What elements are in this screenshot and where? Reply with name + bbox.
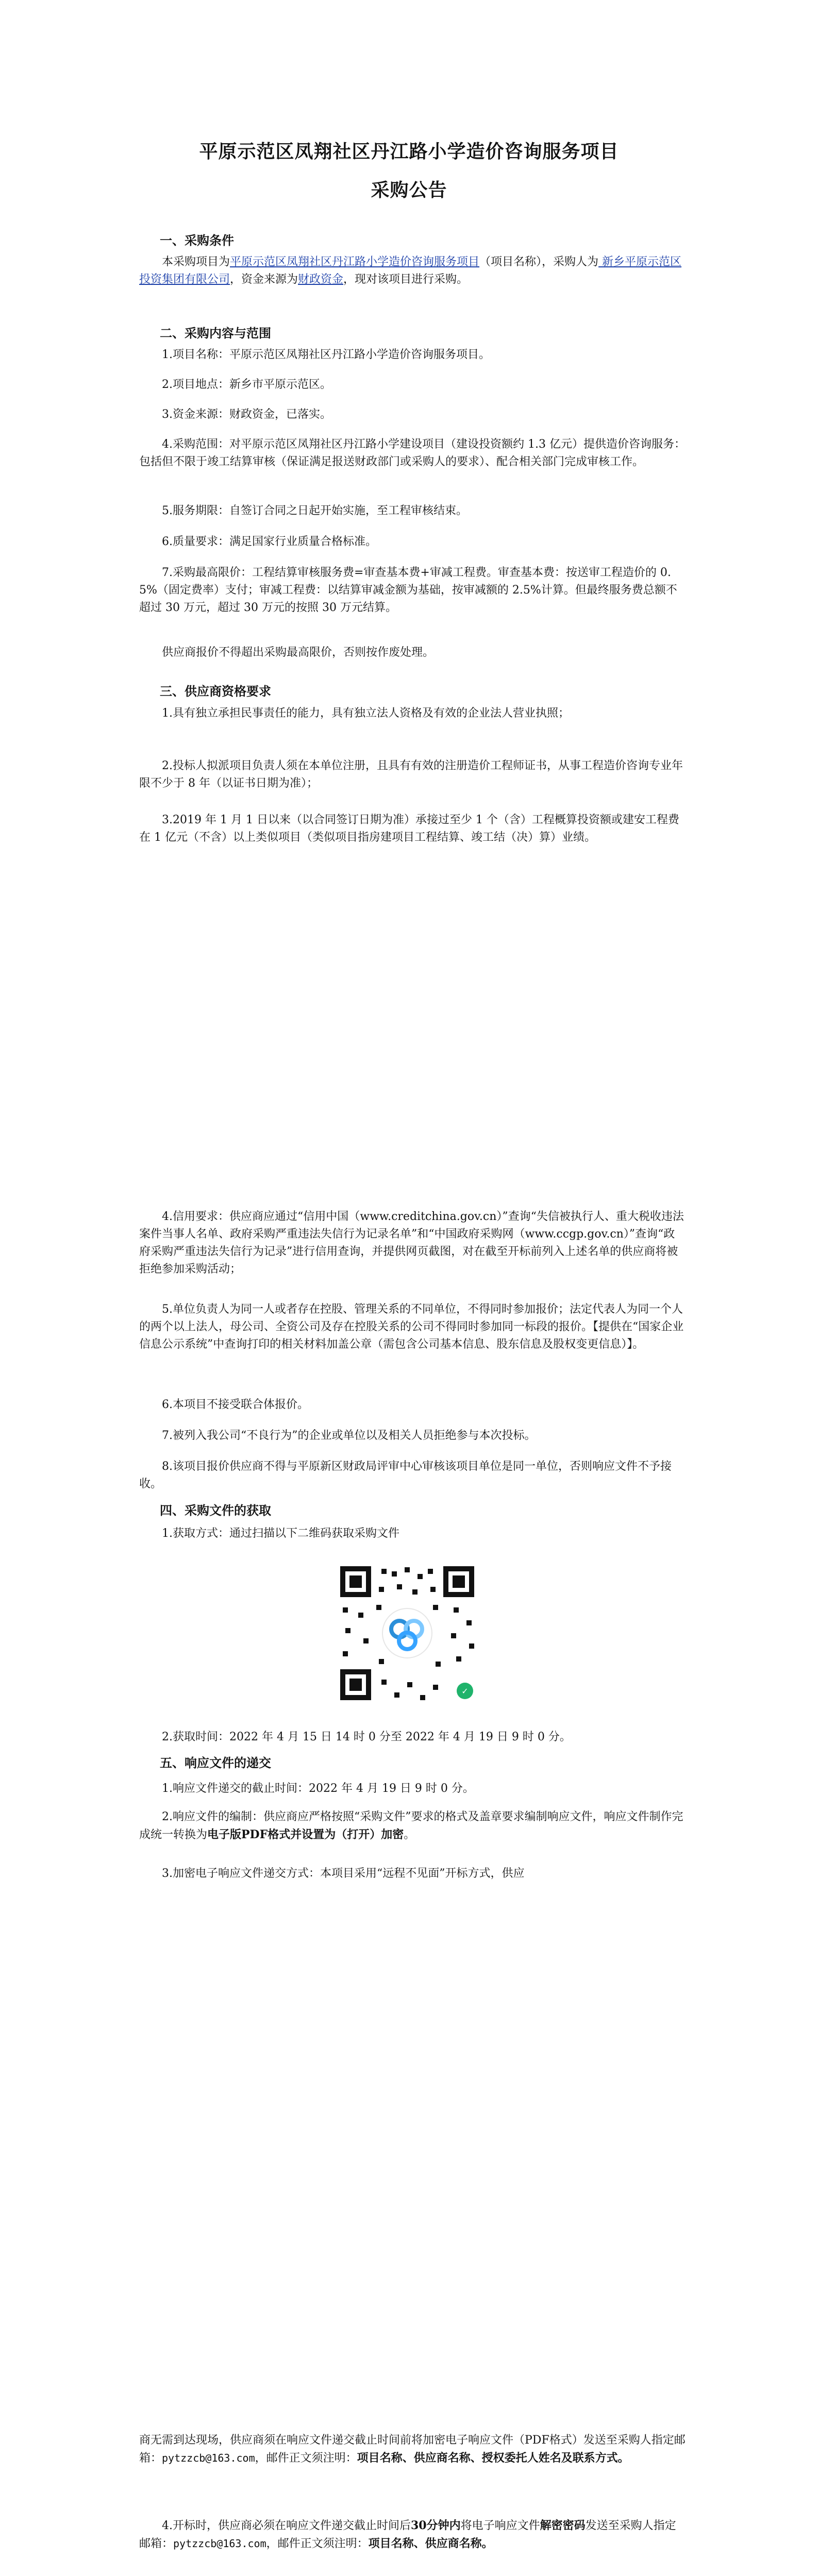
section5-item-1: 1.响应文件递交的截止时间：2022 年 4 月 19 日 9 时 0 分。 xyxy=(162,1782,474,1795)
section2-item-2: 2.项目地点：新乡市平原示范区。 xyxy=(162,378,331,391)
section3-item-4: 4.信用要求：供应商应通过“信用中国（www.creditchina.gov.cn）”查询“失信被执行人、重大税收违法案件当事人名单、政府采购严重违法失信行为记录名单”和“中国政府采购网（www.ccgp.gov.cn）”查询“政府采购严重违法失信行为记录”进行信用查询，并提供网页截图，对在截至开标前列入上述名单的供应商将被拒绝参加采购活动； xyxy=(139,1210,684,1276)
emphasis-text: 项目名称、供应商名称。 xyxy=(368,2537,493,2550)
document-title: 平原示范区凤翔社区丹江路小学造价咨询服务项目 xyxy=(199,141,619,162)
section-heading-1: 一、采购条件 xyxy=(160,233,234,248)
section2-item-5: 5.服务期限：自签订合同之日起开始实施，至工程审核结束。 xyxy=(162,504,468,517)
section3-item-7: 7.被列入我公司“不良行为”的企业或单位以及相关人员拒绝参与本次投标。 xyxy=(162,1429,536,1442)
buyer-name-link[interactable]: 新乡平原示范区投资集团有限公司 xyxy=(139,256,682,286)
section2-item-3: 3.资金来源：财政资金，已落实。 xyxy=(162,408,331,421)
qr-finder-top-right xyxy=(443,1566,474,1597)
text-fragment: 发送至采购人指定邮箱： xyxy=(139,2519,676,2550)
section-heading-5: 五、响应文件的递交 xyxy=(160,1755,271,1770)
text-fragment: 2.响应文件的编制：供应商应严格按照“采购文件”要求的格式及盖章要求编制响应文件，响应文件制作完成统一转换为 xyxy=(139,1810,683,1841)
text-fragment: 4.开标时，供应商必须在响应文件递交截止时间后 xyxy=(162,2519,411,2532)
project-name-link[interactable]: 平原示范区凤翔社区丹江路小学造价咨询服务项目 xyxy=(230,256,480,268)
section3-item-2: 2.投标人拟派项目负责人须在本单位注册，且具有有效的注册造价工程师证书，从事工程造价咨询专业年限不少于 8 年（以证书日期为准）； xyxy=(139,759,683,790)
section5-item-2 xyxy=(139,1808,686,1844)
section5-item-3-continued xyxy=(139,2432,686,2467)
emphasis-text: 电子版PDF格式并设置为（打开）加密 xyxy=(207,1828,404,1841)
funds-link[interactable]: 财政资金 xyxy=(298,273,344,286)
email-address[interactable]: pytzzcb@163.com xyxy=(162,2452,255,2464)
section4-item-2: 2.获取时间：2022 年 4 月 15 日 14 时 0 分至 2022 年 4 月 19 日 9 时 0 分。 xyxy=(162,1731,571,1743)
qr-code-graphic xyxy=(330,1556,485,1710)
text-fragment: 本采购项目为 xyxy=(162,256,230,268)
text-fragment: 商无需到达现场，供应商须在响应文件递交截止时间前将加密电子响应文件（PDF格式）发送至采购人指定邮箱： xyxy=(139,2434,686,2465)
section2-item-6: 6.质量要求：满足国家行业质量合格标准。 xyxy=(162,535,377,548)
section-heading-3: 三、供应商资格要求 xyxy=(160,684,271,699)
emphasis-text: 30分钟内 xyxy=(411,2519,461,2532)
text-fragment: 。 xyxy=(404,1828,415,1841)
qr-code[interactable] xyxy=(330,1556,485,1710)
section2-item-7: 7.采购最高限价：工程结算审核服务费=审查基本费+审减工程费。审查基本费：按送审工程造价的 0.5%（固定费率）支付；审减工程费：以结算审减金额为基础，按审减额的 2.5%计算。但最终服务费总额不超过 30 万元，超过 30 万元的按照 30 万元结算。 xyxy=(139,566,677,614)
section3-item-3: 3.2019 年 1 月 1 日以来（以合同签订日期为准）承接过至少 1 个（含）工程概算投资额或建安工程费在 1 亿元（不含）以上类似项目（类似项目指房建项目工程结算、竣工结（决）算）业绩。 xyxy=(139,814,679,844)
text-fragment: ，邮件正文须注明： xyxy=(255,2452,357,2465)
section3-item-6: 6.本项目不接受联合体报价。 xyxy=(162,1398,309,1411)
svg-text:✓: ✓ xyxy=(461,1686,469,1696)
document-subtitle: 采购公告 xyxy=(371,179,447,201)
text-fragment: ，邮件正文须注明： xyxy=(266,2537,369,2550)
section4-item-1: 1.获取方式：通过扫描以下二维码获取采购文件 xyxy=(162,1527,399,1540)
qr-finder-top-left xyxy=(340,1566,371,1597)
section3-item-1: 1.具有独立承担民事责任的能力，具有独立法人资格及有效的企业法人营业执照； xyxy=(162,707,570,720)
section2-item-4: 4.采购范围：对平原示范区凤翔社区丹江路小学建设项目（建设投资额约 1.3 亿元）提供造价咨询服务：包括但不限于竣工结算审核（保证满足报送财政部门或采购人的要求）、配合相关部门完成审核工作。 xyxy=(139,438,686,468)
text-fragment: 将电子响应文件 xyxy=(460,2519,540,2532)
section1-paragraph xyxy=(139,253,686,289)
email-address[interactable]: pytzzcb@163.com xyxy=(173,2537,266,2550)
qr-finder-bottom-left xyxy=(340,1669,371,1700)
emphasis-text: 项目名称、供应商名称、授权委托人姓名及联系方式。 xyxy=(357,2451,629,2465)
text-fragment: ，资金来源为 xyxy=(230,273,298,286)
section5-item-4 xyxy=(139,2517,686,2553)
section3-item-5: 5.单位负责人为同一人或者存在控股、管理关系的不同单位，不得同时参加报价；法定代表人为同一个人的两个以上法人，母公司、全资公司及存在控股关系的公司不得同时参加同一标段的报价。【提供在“国家企业信息公示系统”中查询打印的相关材料加盖公章（需包含公司基本信息、股东信息及股权变更信息）】。 xyxy=(139,1303,684,1351)
section2-item-8: 供应商报价不得超出采购最高限价，否则按作废处理。 xyxy=(162,646,435,659)
emphasis-text: 解密密码 xyxy=(540,2519,586,2532)
text-fragment: （项目名称），采购人为 xyxy=(479,256,599,268)
section3-item-8: 8.该项目报价供应商不得与平原新区财政局评审中心审核该项目单位是同一单位，否则响应文件不予接收。 xyxy=(139,1460,672,1490)
section-heading-2: 二、采购内容与范围 xyxy=(160,326,271,341)
mini-program-badge-icon xyxy=(457,1683,473,1699)
text-fragment: ，现对该项目进行采购。 xyxy=(343,273,469,286)
section2-item-1: 1.项目名称：平原示范区凤翔社区丹江路小学造价咨询服务项目。 xyxy=(162,348,490,361)
section5-item-3-start: 3.加密电子响应文件递交方式：本项目采用“远程不见面”开标方式，供应 xyxy=(162,1867,525,1880)
section-heading-4: 四、采购文件的获取 xyxy=(160,1503,271,1518)
